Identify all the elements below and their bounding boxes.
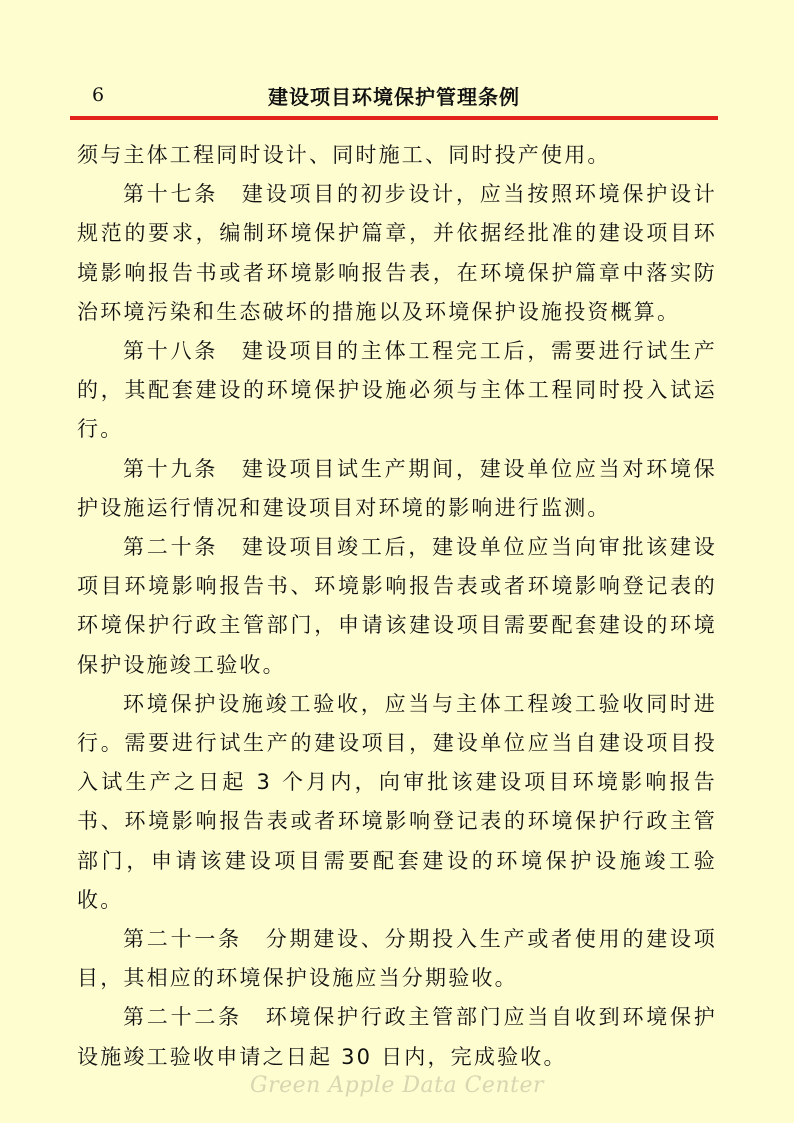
paragraph-continuation: 须与主体工程同时设计、同时施工、同时投产使用。 [77, 143, 611, 167]
page-header [70, 80, 718, 116]
article-21: 第二十一条 分期建设、分期投入生产或者使用的建设项目，其相应的环境保护设施应当分期验收。 [77, 927, 717, 991]
article-20-paragraph-2: 环境保护设施竣工验收，应当与主体工程竣工验收同时进行。需要进行试生产的建设项目，建设单位应当自建设项目投入试生产之日起 3 个月内，向审批该建设项目环境影响报告书、环境影响报告表或者环境影响登记表的环境保护行政主管部门，申请该建设项目需要配套建设的环境保护设施竣工验收。 [77, 691, 717, 912]
watermark: Green Apple Data Center [250, 1073, 544, 1098]
page-number: 6 [92, 84, 105, 106]
article-17: 第十七条 建设项目的初步设计，应当按照环境保护设计规范的要求，编制环境保护篇章，并依据经批准的建设项目环境影响报告书或者环境影响报告表，在环境保护篇章中落实防治环境污染和生态破坏的措施以及环境保护设施投资概算。 [77, 182, 717, 324]
article-20: 第二十条 建设项目竣工后，建设单位应当向审批该建设项目环境影响报告书、环境影响报告表或者环境影响登记表的环境保护行政主管部门，申请该建设项目需要配套建设的环境保护设施竣工验收。 [77, 535, 717, 677]
article-18: 第十八条 建设项目的主体工程完工后，需要进行试生产的，其配套建设的环境保护设施必须与主体工程同时投入试运行。 [77, 339, 717, 442]
body-text [77, 136, 717, 1077]
article-22: 第二十二条 环境保护行政主管部门应当自收到环境保护设施竣工验收申请之日起 30 日内，完成验收。 [77, 1005, 717, 1069]
header-rule [70, 116, 718, 120]
article-19: 第十九条 建设项目试生产期间，建设单位应当对环境保护设施运行情况和建设项目对环境的影响进行监测。 [77, 456, 717, 520]
running-title: 建设项目环境保护管理条例 [268, 85, 520, 109]
